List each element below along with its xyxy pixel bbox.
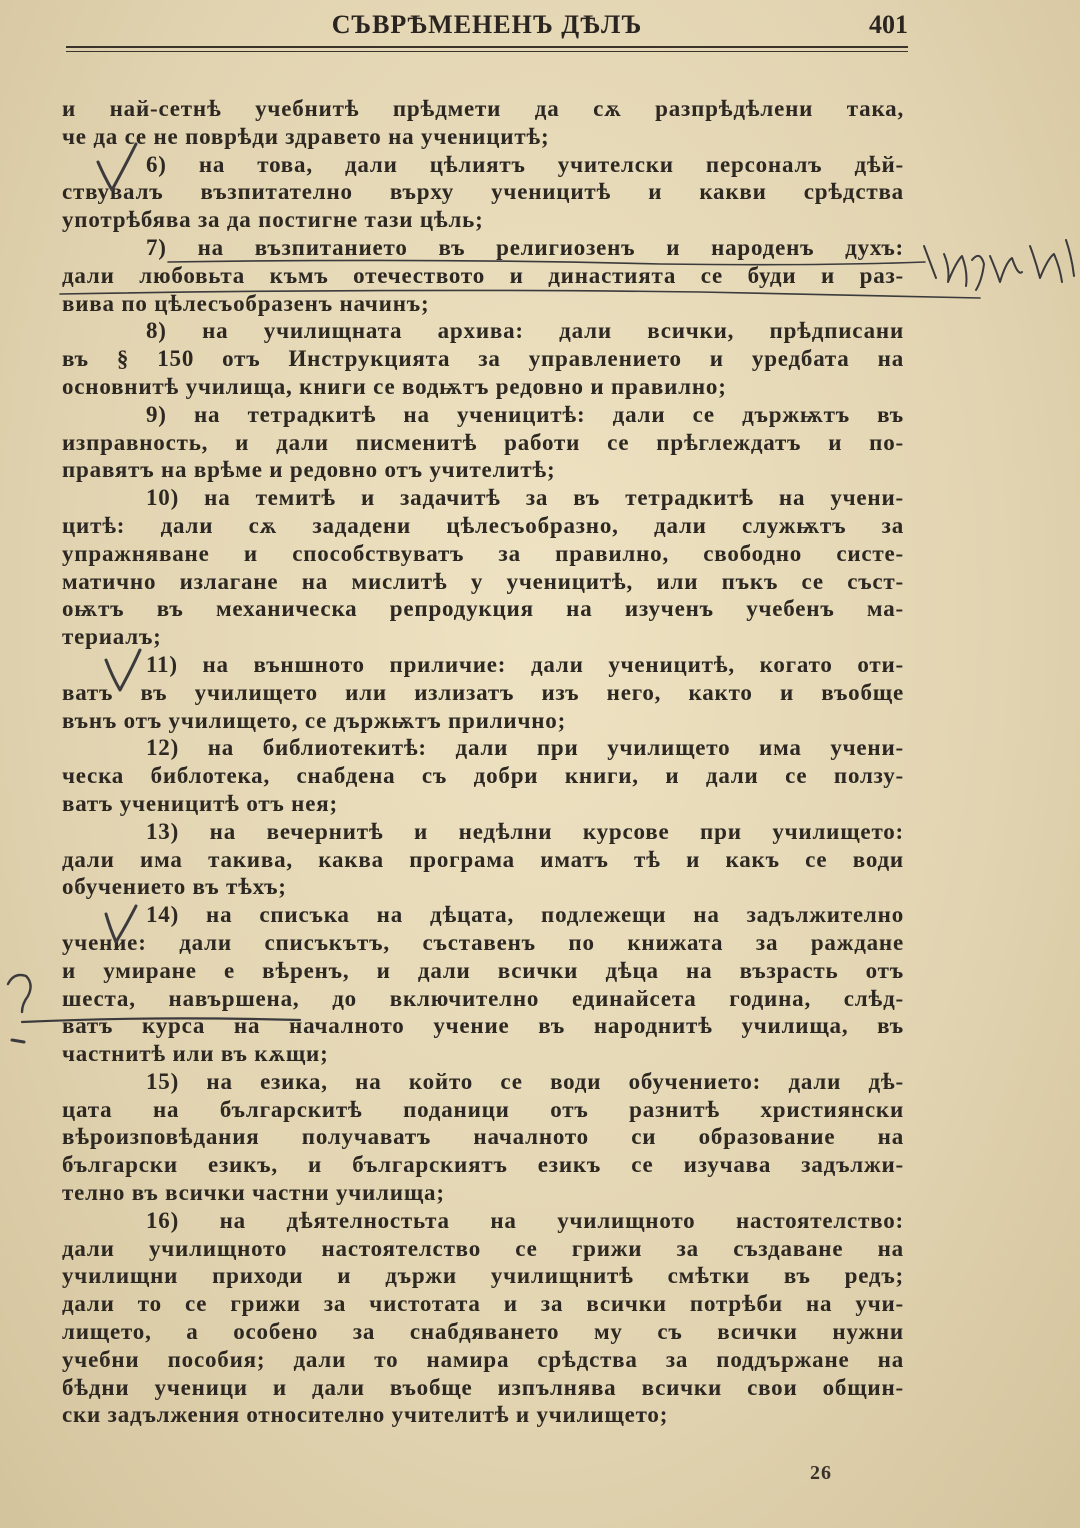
text-line: вънъ отъ училището, се държѭтъ прилично; (62, 707, 567, 733)
header-rule (66, 46, 908, 48)
text-line: бѣдни ученици и дали въобще изпълнява всички свои общин- (62, 1374, 904, 1400)
text-line: вѣроизповѣдания получаватъ началното си образование на (62, 1124, 904, 1150)
text-line: български езикъ, и българскиятъ езикъ се изучава задължи- (62, 1152, 904, 1178)
text-line: ски задължения относително учителитѣ и училището; (62, 1402, 669, 1428)
text-line: териалъ; (62, 624, 162, 650)
text-line: и умиране е вѣренъ, и дали всички дѣца на възрасть отъ (62, 957, 904, 983)
text-line: матично излагане на мислитѣ у ученицитѣ, или пъкъ се съст- (62, 568, 904, 594)
text-line: употрѣбява за да постигне тази цѣль; (62, 207, 484, 233)
text-line: 15) на езика, на който се води обучението: дали дѣ- (146, 1068, 904, 1094)
text-line: основнитѣ училища, книги се водѭтъ редовно и правилно; (62, 373, 727, 399)
text-line: дали то се грижи за чистотата и за всички потрѣби на учи- (62, 1291, 904, 1317)
text-line: вива по цѣлесъобразенъ начинъ; (62, 290, 430, 316)
text-line: дали любовьта къмъ отечеството и династията се буди и раз- (62, 262, 904, 288)
text-line: ватъ въ училището или излизатъ изъ него, както и въобще (62, 679, 904, 705)
running-title: СЪВРѢМЕНЕНЪ ДѢЛЪ (331, 10, 643, 39)
text-line: 13) на вечернитѣ и недѣлни курсове при училището: (146, 818, 904, 844)
margin-dash (12, 1040, 24, 1042)
margin-note-scribble (924, 240, 1074, 290)
text-line: въ § 150 отъ Инструкцията за управлението и уредбата на (62, 346, 904, 372)
text-line: училищни приходи и държи училищнитѣ смѣтки въ редъ; (62, 1263, 904, 1289)
text-line: учебни пособия; дали то намира срѣдства за поддържане на (62, 1346, 904, 1372)
text-line: оѭтъ въ механическа репродукция на изученъ учебенъ ма- (62, 596, 904, 622)
text-line: 16) на дѣятелностьта на училищното настоятелство: (146, 1207, 904, 1233)
text-line: правятъ на врѣме и редовно отъ учителитѣ; (62, 457, 556, 483)
text-line: ватъ ученицитѣ отъ нея; (62, 790, 338, 816)
text-line: 8) на училищната архива: дали всички, прѣдписани (146, 318, 904, 344)
text-line: ватъ курса на началното учение въ народнитѣ училища, въ (62, 1013, 904, 1039)
text-line: частнитѣ или въ кѫщи; (62, 1041, 329, 1067)
text-line: 14) на списъка на дѣцата, подлежещи на задължително (146, 902, 904, 928)
text-line: 10) на темитѣ и задачитѣ за въ тетрадкитѣ на учени- (146, 485, 904, 511)
text-line: 9) на тетрадкитѣ на ученицитѣ: дали се държѭтъ въ (146, 401, 904, 427)
text-line: че да се не поврѣди здравето на ученицитѣ; (62, 123, 550, 149)
text-line: 12) на библиотекитѣ: дали при училището има учени- (146, 735, 904, 761)
text-line: цитѣ: дали сѫ зададени цѣлесъобразно, дали служѭтъ за (62, 512, 904, 538)
text-line: шеста, навършена, до включително единайсета година, слѣд- (62, 985, 904, 1011)
text-line: 7) на възпитанието въ религиозенъ и народенъ духъ: (146, 234, 904, 260)
text-line: обучението въ тѣхъ; (62, 874, 287, 900)
text-line: 11) на външното приличие: дали ученицитѣ, когато оти- (146, 651, 904, 677)
text-line: цата на българскитѣ поданици отъ разнитѣ християнски (62, 1096, 904, 1122)
text-line: телно въ всички частни училища; (62, 1180, 445, 1206)
text-line: ствувалъ възпитателно върху ученицитѣ и какви срѣдства (62, 179, 904, 205)
text-line: упражняване и способствуватъ за правилно, свободно систе- (62, 540, 904, 566)
text-line: дали има такива, каква програма иматъ тѣ и какъ се води (62, 846, 904, 872)
page-number: 401 (869, 10, 908, 39)
text-line: 6) на това, дали цѣлиятъ учителски персоналъ дѣй- (146, 151, 904, 177)
text-line: учение: дали списъкътъ, съставенъ по книжата за раждане (62, 929, 904, 955)
text-line: ческа библотека, снабдена съ добри книги, и дали се ползу- (62, 763, 904, 789)
printer-signature: 26 (810, 1462, 832, 1484)
text-line: изправность, и дали писменитѣ работи се прѣглеждатъ и по- (62, 429, 904, 455)
text-line: дали училищното настоятелство се грижи за създаване на (62, 1235, 904, 1261)
question-mark (8, 975, 31, 1012)
running-header (66, 8, 908, 44)
header-rule-thin (66, 51, 908, 52)
text-line: лището, а особено за снабдяването му съ всички нужни (62, 1319, 904, 1345)
text-line: и най-сетнѣ учебнитѣ прѣдмети да сѫ разпрѣдѣлени така, (62, 96, 904, 121)
body-text (62, 95, 904, 1429)
